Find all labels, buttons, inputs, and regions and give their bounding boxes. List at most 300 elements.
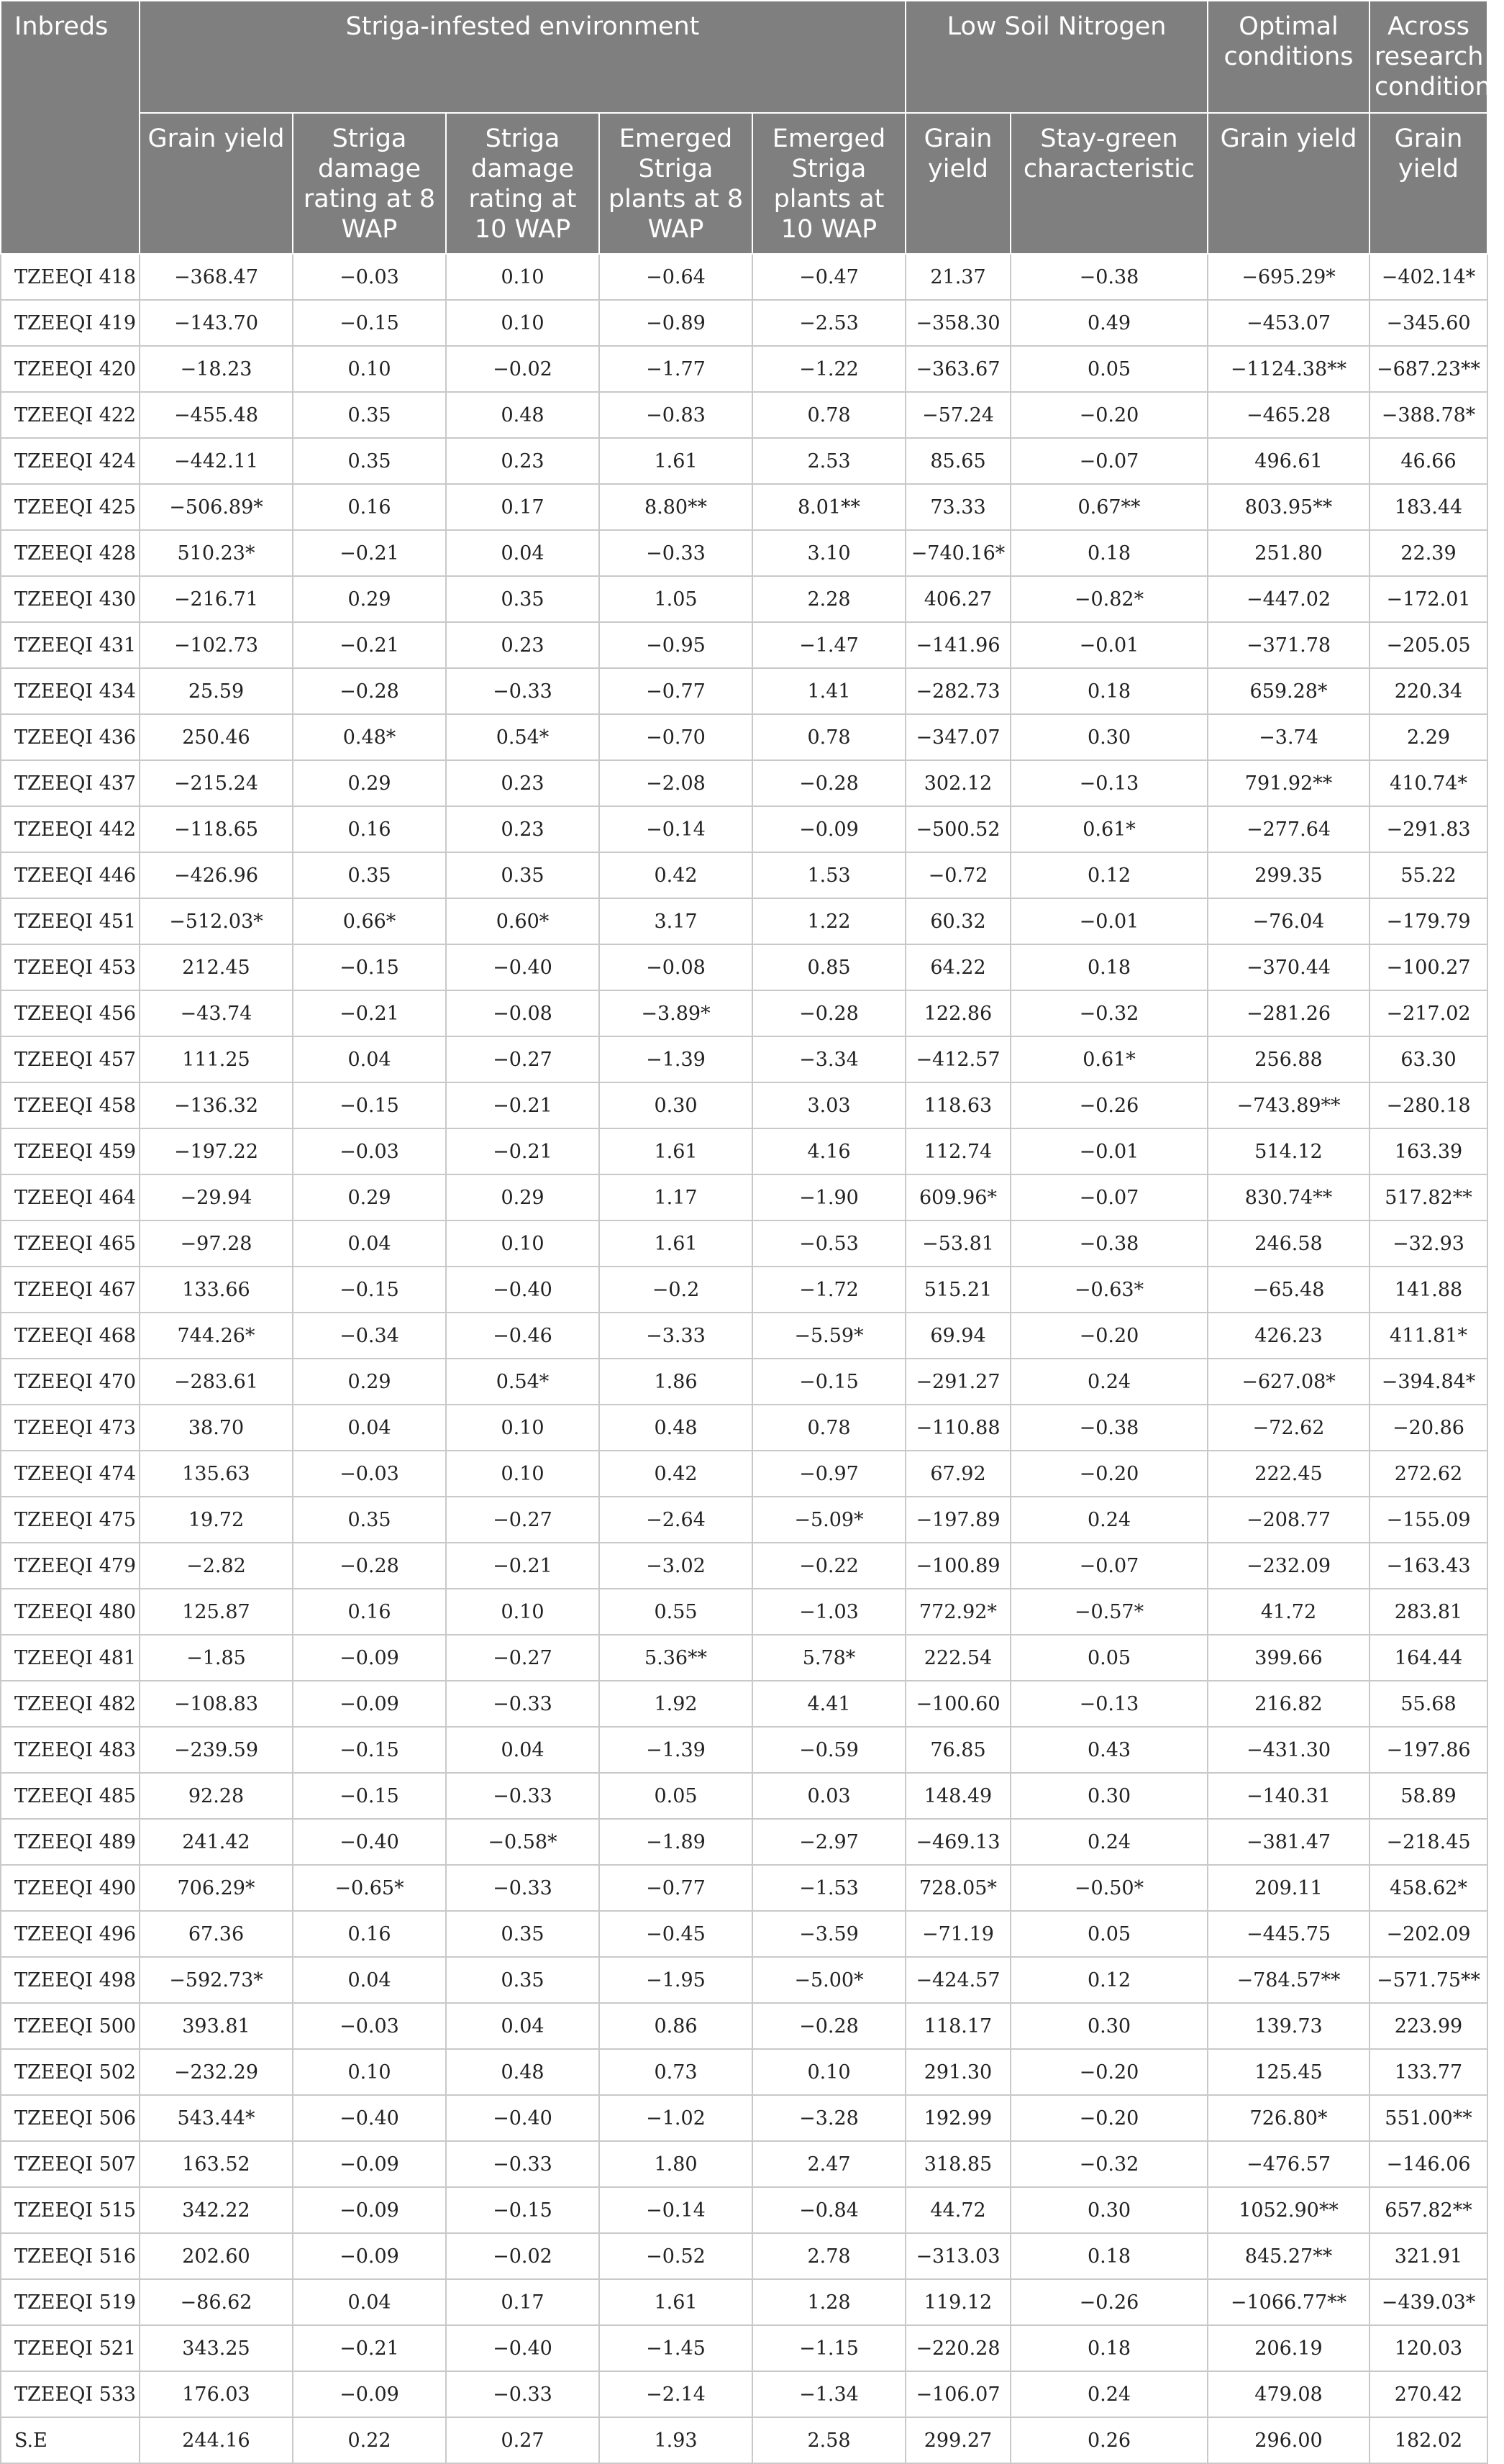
value-cell: −217.02 xyxy=(1369,990,1487,1036)
value-cell: −0.95 xyxy=(599,622,752,668)
value-cell: 2.28 xyxy=(752,576,906,622)
value-cell: 176.03 xyxy=(140,2371,293,2417)
inbred-name-cell: TZEEQI 474 xyxy=(1,1451,140,1497)
value-cell: −0.28 xyxy=(293,668,446,714)
value-cell: 241.42 xyxy=(140,1819,293,1865)
value-cell: −0.46 xyxy=(446,1313,599,1359)
value-cell: 0.27 xyxy=(446,2417,599,2463)
value-cell: −0.21 xyxy=(446,1128,599,1174)
value-cell: 0.61* xyxy=(1011,806,1208,852)
value-cell: −431.30 xyxy=(1208,1727,1369,1773)
header-inbreds: Inbreds xyxy=(1,1,140,254)
value-cell: −424.57 xyxy=(906,1957,1011,2003)
value-cell: 63.30 xyxy=(1369,1036,1487,1082)
value-cell: 4.41 xyxy=(752,1681,906,1727)
value-cell: −0.70 xyxy=(599,714,752,760)
value-cell: −743.89** xyxy=(1208,1082,1369,1128)
value-cell: −0.14 xyxy=(599,2187,752,2233)
value-cell: −108.83 xyxy=(140,1681,293,1727)
value-cell: 791.92** xyxy=(1208,760,1369,806)
inbred-name-cell: TZEEQI 519 xyxy=(1,2279,140,2325)
table-row xyxy=(1,2095,1487,2141)
value-cell: 0.67** xyxy=(1011,484,1208,530)
value-cell: 0.16 xyxy=(293,806,446,852)
value-cell: 38.70 xyxy=(140,1405,293,1451)
value-cell: 410.74* xyxy=(1369,760,1487,806)
value-cell: 67.92 xyxy=(906,1451,1011,1497)
value-cell: −3.28 xyxy=(752,2095,906,2141)
value-cell: 0.24 xyxy=(1011,1497,1208,1543)
value-cell: −0.15 xyxy=(293,944,446,990)
value-cell: 406.27 xyxy=(906,576,1011,622)
value-cell: 744.26* xyxy=(140,1313,293,1359)
table-row xyxy=(1,1543,1487,1589)
value-cell: −197.89 xyxy=(906,1497,1011,1543)
value-cell: −1.72 xyxy=(752,1267,906,1313)
value-cell: 122.86 xyxy=(906,990,1011,1036)
value-cell: −2.53 xyxy=(752,300,906,346)
value-cell: −388.78* xyxy=(1369,392,1487,438)
value-cell: 551.00** xyxy=(1369,2095,1487,2141)
value-cell: −0.84 xyxy=(752,2187,906,2233)
inbred-name-cell: TZEEQI 420 xyxy=(1,346,140,392)
value-cell: 291.30 xyxy=(906,2049,1011,2095)
inbred-name-cell: TZEEQI 422 xyxy=(1,392,140,438)
header-emerged-10wap: Emerged Striga plants at 10 WAP xyxy=(752,113,906,254)
value-cell: 0.12 xyxy=(1011,852,1208,898)
value-cell: 543.44* xyxy=(140,2095,293,2141)
table-row xyxy=(1,1267,1487,1313)
value-cell: −370.44 xyxy=(1208,944,1369,990)
value-cell: 0.23 xyxy=(446,806,599,852)
value-cell: −571.75** xyxy=(1369,1957,1487,2003)
value-cell: 0.48 xyxy=(446,2049,599,2095)
inbred-name-cell: S.E xyxy=(1,2417,140,2463)
header-row-groups xyxy=(1,1,1487,113)
value-cell: 0.10 xyxy=(446,1589,599,1635)
value-cell: −0.33 xyxy=(446,1865,599,1911)
table-row xyxy=(1,1865,1487,1911)
inbred-name-cell: TZEEQI 434 xyxy=(1,668,140,714)
value-cell: 0.30 xyxy=(1011,2187,1208,2233)
value-cell: −442.11 xyxy=(140,438,293,484)
value-cell: −0.58* xyxy=(446,1819,599,1865)
value-cell: −0.03 xyxy=(293,1451,446,1497)
value-cell: −0.21 xyxy=(293,2325,446,2371)
table-row xyxy=(1,1773,1487,1819)
value-cell: −218.45 xyxy=(1369,1819,1487,1865)
value-cell: 0.35 xyxy=(293,852,446,898)
inbred-name-cell: TZEEQI 437 xyxy=(1,760,140,806)
value-cell: −72.62 xyxy=(1208,1405,1369,1451)
value-cell: −426.96 xyxy=(140,852,293,898)
table-row xyxy=(1,1957,1487,2003)
value-cell: −0.09 xyxy=(293,2371,446,2417)
value-cell: 830.74** xyxy=(1208,1174,1369,1220)
value-cell: −1.90 xyxy=(752,1174,906,1220)
value-cell: 1.61 xyxy=(599,1220,752,1267)
value-cell: 183.44 xyxy=(1369,484,1487,530)
value-cell: −0.09 xyxy=(293,1635,446,1681)
value-cell: 659.28* xyxy=(1208,668,1369,714)
value-cell: −1.15 xyxy=(752,2325,906,2371)
inbred-name-cell: TZEEQI 475 xyxy=(1,1497,140,1543)
value-cell: −0.59 xyxy=(752,1727,906,1773)
value-cell: 0.60* xyxy=(446,898,599,944)
value-cell: 67.36 xyxy=(140,1911,293,1957)
table-row xyxy=(1,944,1487,990)
value-cell: 1.41 xyxy=(752,668,906,714)
value-cell: −0.15 xyxy=(446,2187,599,2233)
value-cell: −1.39 xyxy=(599,1727,752,1773)
value-cell: −0.20 xyxy=(1011,1313,1208,1359)
table-row xyxy=(1,668,1487,714)
value-cell: 0.10 xyxy=(293,2049,446,2095)
value-cell: −0.47 xyxy=(752,254,906,300)
value-cell: −291.27 xyxy=(906,1359,1011,1405)
header-optimal-conditions: Optimal conditions xyxy=(1208,1,1369,113)
inbred-name-cell: TZEEQI 424 xyxy=(1,438,140,484)
value-cell: 0.18 xyxy=(1011,2233,1208,2279)
value-cell: −402.14* xyxy=(1369,254,1487,300)
value-cell: −100.89 xyxy=(906,1543,1011,1589)
inbred-name-cell: TZEEQI 506 xyxy=(1,2095,140,2141)
header-across-conditions: Across research conditions xyxy=(1369,1,1487,113)
value-cell: 0.05 xyxy=(1011,1635,1208,1681)
header-striga-grain-yield: Grain yield xyxy=(140,113,293,254)
value-cell: 0.73 xyxy=(599,2049,752,2095)
value-cell: 58.89 xyxy=(1369,1773,1487,1819)
value-cell: 0.48* xyxy=(293,714,446,760)
value-cell: −0.50* xyxy=(1011,1865,1208,1911)
table-row xyxy=(1,530,1487,576)
value-cell: 1.22 xyxy=(752,898,906,944)
value-cell: −0.15 xyxy=(752,1359,906,1405)
value-cell: −1.85 xyxy=(140,1635,293,1681)
header-damage-8wap: Striga damage rating at 8 WAP xyxy=(293,113,446,254)
value-cell: 0.16 xyxy=(293,1589,446,1635)
value-cell: 3.03 xyxy=(752,1082,906,1128)
inbred-name-cell: TZEEQI 500 xyxy=(1,2003,140,2049)
value-cell: 0.35 xyxy=(293,1497,446,1543)
value-cell: −3.59 xyxy=(752,1911,906,1957)
inbred-name-cell: TZEEQI 533 xyxy=(1,2371,140,2417)
value-cell: 1.61 xyxy=(599,2279,752,2325)
value-cell: 0.61* xyxy=(1011,1036,1208,1082)
value-cell: 728.05* xyxy=(906,1865,1011,1911)
value-cell: −0.53 xyxy=(752,1220,906,1267)
value-cell: −1.95 xyxy=(599,1957,752,2003)
table-row xyxy=(1,1313,1487,1359)
value-cell: 2.53 xyxy=(752,438,906,484)
value-cell: 55.68 xyxy=(1369,1681,1487,1727)
value-cell: −172.01 xyxy=(1369,576,1487,622)
table-row xyxy=(1,1589,1487,1635)
value-cell: 0.04 xyxy=(446,1727,599,1773)
inbred-name-cell: TZEEQI 468 xyxy=(1,1313,140,1359)
value-cell: −447.02 xyxy=(1208,576,1369,622)
value-cell: 0.42 xyxy=(599,852,752,898)
value-cell: 0.30 xyxy=(1011,1773,1208,1819)
value-cell: 0.78 xyxy=(752,714,906,760)
value-cell: 25.59 xyxy=(140,668,293,714)
value-cell: −0.07 xyxy=(1011,1543,1208,1589)
value-cell: −43.74 xyxy=(140,990,293,1036)
value-cell: −0.32 xyxy=(1011,2141,1208,2187)
table-row xyxy=(1,2003,1487,2049)
table-row xyxy=(1,806,1487,852)
value-cell: 0.10 xyxy=(446,300,599,346)
value-cell: −0.40 xyxy=(446,1267,599,1313)
value-cell: 0.04 xyxy=(293,1220,446,1267)
value-cell: −0.28 xyxy=(752,990,906,1036)
value-cell: −220.28 xyxy=(906,2325,1011,2371)
value-cell: −208.77 xyxy=(1208,1497,1369,1543)
value-cell: −0.33 xyxy=(446,2141,599,2187)
value-cell: −506.89* xyxy=(140,484,293,530)
value-cell: 496.61 xyxy=(1208,438,1369,484)
value-cell: 251.80 xyxy=(1208,530,1369,576)
value-cell: −0.15 xyxy=(293,1727,446,1773)
table-row xyxy=(1,1359,1487,1405)
value-cell: 0.04 xyxy=(446,2003,599,2049)
value-cell: −0.32 xyxy=(1011,990,1208,1036)
inbred-name-cell: TZEEQI 490 xyxy=(1,1865,140,1911)
value-cell: 1.53 xyxy=(752,852,906,898)
value-cell: −313.03 xyxy=(906,2233,1011,2279)
value-cell: 69.94 xyxy=(906,1313,1011,1359)
table-row xyxy=(1,1036,1487,1082)
value-cell: −216.71 xyxy=(140,576,293,622)
table-row xyxy=(1,300,1487,346)
inbred-name-cell: TZEEQI 458 xyxy=(1,1082,140,1128)
value-cell: 76.85 xyxy=(906,1727,1011,1773)
value-cell: −53.81 xyxy=(906,1220,1011,1267)
value-cell: 1.05 xyxy=(599,576,752,622)
value-cell: −283.61 xyxy=(140,1359,293,1405)
value-cell: −0.33 xyxy=(446,1773,599,1819)
value-cell: −0.64 xyxy=(599,254,752,300)
value-cell: 1.86 xyxy=(599,1359,752,1405)
value-cell: 120.03 xyxy=(1369,2325,1487,2371)
inbred-name-cell: TZEEQI 483 xyxy=(1,1727,140,1773)
value-cell: 0.18 xyxy=(1011,530,1208,576)
value-cell: 1.28 xyxy=(752,2279,906,2325)
value-cell: 515.21 xyxy=(906,1267,1011,1313)
value-cell: 1.80 xyxy=(599,2141,752,2187)
table-row xyxy=(1,2233,1487,2279)
value-cell: 0.85 xyxy=(752,944,906,990)
value-cell: 0.22 xyxy=(293,2417,446,2463)
value-cell: −2.08 xyxy=(599,760,752,806)
table-row xyxy=(1,898,1487,944)
value-cell: −0.03 xyxy=(293,254,446,300)
value-cell: 46.66 xyxy=(1369,438,1487,484)
value-cell: 803.95** xyxy=(1208,484,1369,530)
table-row xyxy=(1,990,1487,1036)
value-cell: −0.21 xyxy=(446,1082,599,1128)
value-cell: −3.89* xyxy=(599,990,752,1036)
value-cell: −118.65 xyxy=(140,806,293,852)
value-cell: −512.03* xyxy=(140,898,293,944)
table-row xyxy=(1,2049,1487,2095)
value-cell: −146.06 xyxy=(1369,2141,1487,2187)
table-row xyxy=(1,1451,1487,1497)
table-row xyxy=(1,2279,1487,2325)
inbred-name-cell: TZEEQI 451 xyxy=(1,898,140,944)
inbred-name-cell: TZEEQI 470 xyxy=(1,1359,140,1405)
table-row xyxy=(1,1681,1487,1727)
table-row xyxy=(1,1819,1487,1865)
table-row xyxy=(1,1128,1487,1174)
value-cell: 0.66* xyxy=(293,898,446,944)
value-cell: −0.63* xyxy=(1011,1267,1208,1313)
value-cell: −0.09 xyxy=(293,2233,446,2279)
value-cell: 0.05 xyxy=(1011,1911,1208,1957)
value-cell: −1.03 xyxy=(752,1589,906,1635)
value-cell: −215.24 xyxy=(140,760,293,806)
value-cell: 514.12 xyxy=(1208,1128,1369,1174)
value-cell: −0.01 xyxy=(1011,622,1208,668)
value-cell: −0.2 xyxy=(599,1267,752,1313)
value-cell: −784.57** xyxy=(1208,1957,1369,2003)
value-cell: −106.07 xyxy=(906,2371,1011,2417)
value-cell: −345.60 xyxy=(1369,300,1487,346)
value-cell: −155.09 xyxy=(1369,1497,1487,1543)
inbred-name-cell: TZEEQI 453 xyxy=(1,944,140,990)
value-cell: 0.29 xyxy=(293,1174,446,1220)
value-cell: 112.74 xyxy=(906,1128,1011,1174)
value-cell: 0.24 xyxy=(1011,1819,1208,1865)
value-cell: 220.34 xyxy=(1369,668,1487,714)
value-cell: −0.15 xyxy=(293,1267,446,1313)
value-cell: −143.70 xyxy=(140,300,293,346)
value-cell: −0.40 xyxy=(293,1819,446,1865)
table-row xyxy=(1,1405,1487,1451)
value-cell: −0.27 xyxy=(446,1497,599,1543)
value-cell: −18.23 xyxy=(140,346,293,392)
table-row xyxy=(1,1497,1487,1543)
header-striga-environment: Striga-infested environment xyxy=(140,1,906,113)
value-cell: 302.12 xyxy=(906,760,1011,806)
value-cell: −0.08 xyxy=(599,944,752,990)
value-cell: 0.29 xyxy=(446,1174,599,1220)
value-cell: 119.12 xyxy=(906,2279,1011,2325)
value-cell: 0.78 xyxy=(752,1405,906,1451)
value-cell: 1052.90** xyxy=(1208,2187,1369,2233)
value-cell: 118.17 xyxy=(906,2003,1011,2049)
value-cell: 141.88 xyxy=(1369,1267,1487,1313)
table-row xyxy=(1,576,1487,622)
value-cell: 399.66 xyxy=(1208,1635,1369,1681)
value-cell: −179.79 xyxy=(1369,898,1487,944)
value-cell: −3.02 xyxy=(599,1543,752,1589)
value-cell: 0.10 xyxy=(446,1405,599,1451)
value-cell: 118.63 xyxy=(906,1082,1011,1128)
value-cell: 270.42 xyxy=(1369,2371,1487,2417)
value-cell: 1.93 xyxy=(599,2417,752,2463)
table-row xyxy=(1,852,1487,898)
value-cell: −57.24 xyxy=(906,392,1011,438)
inbred-name-cell: TZEEQI 473 xyxy=(1,1405,140,1451)
value-cell: 318.85 xyxy=(906,2141,1011,2187)
value-cell: 192.99 xyxy=(906,2095,1011,2141)
value-cell: 0.17 xyxy=(446,2279,599,2325)
value-cell: 283.81 xyxy=(1369,1589,1487,1635)
value-cell: 0.10 xyxy=(446,254,599,300)
value-cell: 0.04 xyxy=(293,2279,446,2325)
value-cell: 125.45 xyxy=(1208,2049,1369,2095)
value-cell: −141.96 xyxy=(906,622,1011,668)
value-cell: −163.43 xyxy=(1369,1543,1487,1589)
header-row-subcolumns xyxy=(1,113,1487,254)
value-cell: −32.93 xyxy=(1369,1220,1487,1267)
value-cell: −0.33 xyxy=(599,530,752,576)
table-row xyxy=(1,760,1487,806)
header-optimal-grain-yield: Grain yield xyxy=(1208,113,1369,254)
value-cell: −394.84* xyxy=(1369,1359,1487,1405)
value-cell: 2.47 xyxy=(752,2141,906,2187)
inbred-name-cell: TZEEQI 442 xyxy=(1,806,140,852)
value-cell: 0.29 xyxy=(293,576,446,622)
value-cell: −76.04 xyxy=(1208,898,1369,944)
value-cell: −3.34 xyxy=(752,1036,906,1082)
value-cell: −592.73* xyxy=(140,1957,293,2003)
value-cell: −0.33 xyxy=(446,1681,599,1727)
value-cell: −239.59 xyxy=(140,1727,293,1773)
value-cell: 321.91 xyxy=(1369,2233,1487,2279)
value-cell: 0.10 xyxy=(446,1220,599,1267)
inbred-name-cell: TZEEQI 496 xyxy=(1,1911,140,1957)
inbred-name-cell: TZEEQI 515 xyxy=(1,2187,140,2233)
table-row xyxy=(1,1220,1487,1267)
value-cell: −2.82 xyxy=(140,1543,293,1589)
standard-error-row xyxy=(1,2417,1487,2463)
inbred-name-cell: TZEEQI 521 xyxy=(1,2325,140,2371)
value-cell: −0.89 xyxy=(599,300,752,346)
value-cell: 0.18 xyxy=(1011,2325,1208,2371)
value-cell: 0.04 xyxy=(446,530,599,576)
value-cell: −197.86 xyxy=(1369,1727,1487,1773)
value-cell: −0.01 xyxy=(1011,1128,1208,1174)
value-cell: 139.73 xyxy=(1208,2003,1369,2049)
inbred-name-cell: TZEEQI 481 xyxy=(1,1635,140,1681)
header-emerged-8wap: Emerged Striga plants at 8 WAP xyxy=(599,113,752,254)
value-cell: 0.35 xyxy=(446,576,599,622)
value-cell: −0.03 xyxy=(293,1128,446,1174)
value-cell: −0.13 xyxy=(1011,760,1208,806)
value-cell: 125.87 xyxy=(140,1589,293,1635)
value-cell: 85.65 xyxy=(906,438,1011,484)
value-cell: 163.52 xyxy=(140,2141,293,2187)
table-row xyxy=(1,1635,1487,1681)
header-damage-10wap: Striga damage rating at 10 WAP xyxy=(446,113,599,254)
value-cell: 73.33 xyxy=(906,484,1011,530)
value-cell: 64.22 xyxy=(906,944,1011,990)
value-cell: −0.15 xyxy=(293,300,446,346)
value-cell: −0.09 xyxy=(293,1681,446,1727)
inbred-name-cell: TZEEQI 502 xyxy=(1,2049,140,2095)
value-cell: 0.43 xyxy=(1011,1727,1208,1773)
value-cell: −97.28 xyxy=(140,1220,293,1267)
value-cell: 22.39 xyxy=(1369,530,1487,576)
value-cell: 3.17 xyxy=(599,898,752,944)
value-cell: −1.34 xyxy=(752,2371,906,2417)
value-cell: −0.26 xyxy=(1011,1082,1208,1128)
table-row xyxy=(1,714,1487,760)
value-cell: −0.40 xyxy=(293,2095,446,2141)
value-cell: 2.78 xyxy=(752,2233,906,2279)
